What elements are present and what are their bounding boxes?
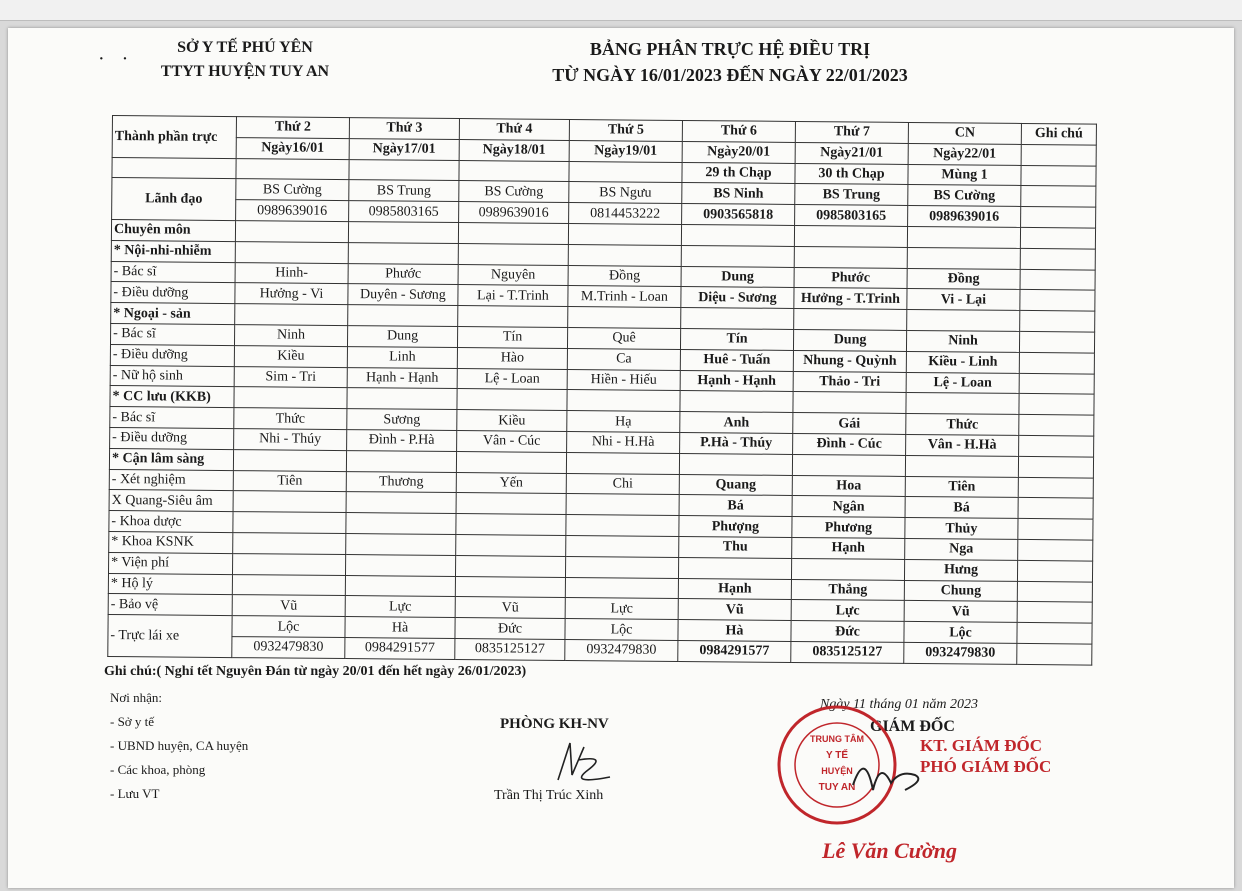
- recipient-item: - Lưu VT: [110, 786, 160, 801]
- note-cell: [1019, 394, 1094, 415]
- driver-name: Lộc: [232, 616, 345, 638]
- duty-cell: [792, 454, 905, 476]
- recipient-item: - UBND huyện, CA huyện: [110, 738, 249, 753]
- deputy-director-title: [920, 735, 1051, 777]
- duty-cell: [680, 391, 793, 413]
- duty-cell: [348, 222, 458, 244]
- duty-cell: Tiên: [905, 476, 1018, 498]
- empty-cell: [459, 160, 569, 182]
- driver-phone: 0984291577: [678, 640, 791, 662]
- org-line-2: TTYT HUYỆN TUY AN: [160, 63, 330, 80]
- leader-name: BS Cường: [459, 181, 569, 203]
- deputy-director-name: Lê Văn Cường: [822, 838, 958, 863]
- duty-cell: Thắng: [791, 579, 904, 601]
- duty-cell: [458, 243, 568, 265]
- duty-cell: Nhi - H.Hà: [567, 431, 680, 453]
- duty-cell: Thức: [906, 414, 1019, 436]
- duty-cell: Sương: [347, 409, 457, 431]
- leader-name: BS Ngưu: [569, 182, 682, 204]
- empty-cell: [349, 159, 459, 181]
- driver-phone: 0984291577: [345, 637, 455, 659]
- driver-name: Hà: [345, 617, 455, 639]
- note-cell: [1018, 519, 1093, 540]
- duty-cell: Hào: [457, 347, 567, 369]
- stamp-text-2: Y TẾ: [825, 750, 849, 761]
- duty-cell: Hạ: [567, 411, 680, 433]
- duty-cell: Thủy: [905, 518, 1018, 540]
- leader-phone: 0989639016: [459, 202, 569, 224]
- duty-cell: Kiều: [457, 410, 567, 432]
- duty-cell: [681, 224, 794, 246]
- duty-cell: [794, 309, 907, 331]
- duty-cell: [346, 450, 456, 472]
- note-cell: [1019, 331, 1094, 352]
- duty-cell: Đình - P.Hà: [347, 430, 457, 452]
- duty-cell: Vũ: [678, 599, 791, 621]
- row-label: - Điều dưỡng: [110, 427, 234, 449]
- duty-cell: [348, 305, 458, 327]
- date-header: Ngày17/01: [349, 138, 459, 160]
- duty-cell: Lệ - Loan: [906, 372, 1019, 394]
- recipients-title: Nơi nhận:: [110, 690, 163, 705]
- kt-line-2: PHÓ GIÁM ĐỐC: [920, 757, 1052, 776]
- duty-cell: Dung: [793, 329, 906, 351]
- stamp-text-4: TUY AN: [818, 782, 856, 793]
- row-label: - Bác sĩ: [110, 323, 234, 345]
- duty-cell: [455, 555, 565, 577]
- title-line-2: TỪ NGÀY 16/01/2023 ĐẾN NGÀY 22/01/2023: [552, 65, 908, 85]
- day-header: Thứ 2: [236, 117, 349, 139]
- duty-cell: Nhi - Thúy: [234, 429, 347, 451]
- note-cell: [1017, 623, 1092, 644]
- driver-phone: 0932479830: [565, 639, 678, 661]
- stamp-text-3: HUYỆN: [821, 766, 853, 776]
- driver-name: Lộc: [565, 619, 678, 641]
- duty-cell: Yến: [456, 472, 566, 494]
- director-title: GIÁM ĐỐC: [870, 718, 955, 735]
- driver-name: Lộc: [904, 622, 1017, 644]
- duty-cell: [794, 246, 907, 268]
- duty-cell: [235, 304, 348, 326]
- duty-cell: Kiều: [234, 345, 347, 367]
- row-label: * Hộ lý: [108, 573, 232, 595]
- lunar-date: 29 th Chạp: [682, 162, 795, 184]
- duty-cell: [235, 241, 348, 263]
- duty-cell: Tín: [457, 326, 567, 348]
- duty-cell: [233, 533, 346, 555]
- note-cell: [1017, 560, 1092, 581]
- duty-cell: Lực: [565, 598, 678, 620]
- duty-cell: [233, 512, 346, 534]
- recipient-item: - Sở y tế: [110, 714, 155, 729]
- date-header: Ngày19/01: [569, 140, 682, 162]
- duty-cell: [566, 452, 679, 474]
- note-cell: [1021, 165, 1096, 186]
- day-header: Thứ 4: [459, 119, 569, 141]
- row-label: - Bác sĩ: [111, 261, 235, 283]
- recipient-item: - Các khoa, phòng: [110, 762, 206, 777]
- note-cell: [1020, 290, 1095, 311]
- duty-cell: [567, 390, 680, 412]
- row-label: - Điều dưỡng: [111, 282, 235, 304]
- driver-phone: 0835125127: [791, 641, 904, 663]
- duty-cell: [568, 244, 681, 266]
- row-label: - Bảo vệ: [108, 594, 232, 616]
- leader-name: BS Ninh: [682, 183, 795, 205]
- note-cell: [1020, 248, 1095, 269]
- duty-cell: [568, 223, 681, 245]
- duty-cell: Hạnh: [792, 537, 905, 559]
- window-top-strip: [0, 0, 1242, 21]
- duty-cell: Thương: [346, 471, 456, 493]
- duty-cell: Phương: [792, 517, 905, 539]
- duty-cell: Lệ - Loan: [457, 368, 567, 390]
- note-cell: [1019, 373, 1094, 394]
- note-cell: [1020, 227, 1095, 248]
- duty-cell: Vũ: [904, 601, 1017, 623]
- duty-cell: [678, 557, 791, 579]
- empty-cell: [236, 158, 349, 180]
- duty-cell: [907, 310, 1020, 332]
- note-cell: [1017, 643, 1092, 664]
- duty-cell: Lực: [345, 596, 455, 618]
- leader-phone: 0985803165: [795, 205, 908, 227]
- duty-cell: Nhung - Quỳnh: [793, 350, 906, 372]
- duty-cell: [458, 306, 568, 328]
- row-label: * Cận lâm sàng: [109, 448, 233, 470]
- duty-cell: Hạnh - Hạnh: [680, 370, 793, 392]
- duty-cell: P.Hà - Thúy: [680, 432, 793, 454]
- org-line-1: SỞ Y TẾ PHÚ YÊN: [177, 39, 313, 56]
- driver-name: Đức: [791, 621, 904, 643]
- duty-cell: Thu: [679, 536, 792, 558]
- date-line: Ngày 11 tháng 01 năm 2023: [820, 697, 979, 712]
- duty-cell: [456, 493, 566, 515]
- duty-cell: [233, 491, 346, 513]
- duty-cell: Lại - T.Trinh: [458, 285, 568, 307]
- duty-cell: Hiền - Hiếu: [567, 369, 680, 391]
- duty-cell: Vân - Cúc: [457, 430, 567, 452]
- driver-phone: 0932479830: [904, 642, 1017, 664]
- note-cell: [1021, 186, 1096, 207]
- department-title: PHÒNG KH-NV: [500, 716, 609, 732]
- duty-cell: [232, 574, 345, 596]
- leader-name: BS Trung: [349, 180, 459, 202]
- duty-cell: Ngân: [792, 496, 905, 518]
- organization-header: [130, 36, 360, 84]
- row-label: - Khoa dược: [109, 511, 233, 533]
- duty-cell: Hoa: [792, 475, 905, 497]
- day-header: CN: [908, 122, 1021, 144]
- date-header: Ngày20/01: [682, 141, 795, 163]
- driver-name: Đức: [455, 618, 565, 640]
- duty-cell: [345, 575, 455, 597]
- duty-cell: Hinh-: [235, 262, 348, 284]
- duty-cell: [346, 513, 456, 535]
- driver-label: - Trực lái xe: [108, 615, 232, 658]
- duty-cell: Nguyên: [458, 264, 568, 286]
- duty-cell: [232, 553, 345, 575]
- duty-cell: [456, 451, 566, 473]
- date-header: Ngày18/01: [459, 139, 569, 161]
- duty-cell: Phước: [348, 263, 458, 285]
- row-label: * Khoa KSNK: [109, 531, 233, 553]
- duty-cell: Dung: [347, 326, 457, 348]
- note-cell: [1020, 311, 1095, 332]
- holiday-note: Ghi chú:( Nghỉ tết Nguyên Đán từ ngày 20/01 đến hết ngày 26/01/2023): [104, 664, 527, 679]
- duty-cell: Hưng: [904, 559, 1017, 581]
- duty-cell: [456, 514, 566, 536]
- duty-cell: Vi - Lại: [907, 289, 1020, 311]
- duty-cell: Huê - Tuấn: [680, 349, 793, 371]
- row-label: * Nội-nhi-nhiễm: [111, 240, 235, 262]
- lunar-date: 30 th Chạp: [795, 163, 908, 185]
- duty-cell: Diệu - Sương: [681, 287, 794, 309]
- duty-cell: [681, 245, 794, 267]
- note-cell: [1019, 435, 1094, 456]
- duty-cell: Gái: [793, 413, 906, 435]
- row-label: * Ngoại - sản: [111, 303, 235, 325]
- driver-phone: 0835125127: [455, 638, 565, 660]
- empty-cell: [569, 161, 682, 183]
- duty-cell: [566, 515, 679, 537]
- duty-cell: Chi: [566, 473, 679, 495]
- corner-label: Thành phần trực: [112, 116, 236, 159]
- duty-cell: [565, 556, 678, 578]
- leader-name: BS Cường: [236, 179, 349, 201]
- duty-cell: [907, 226, 1020, 248]
- duty-cell: [345, 554, 455, 576]
- duty-cell: [679, 453, 792, 475]
- duty-cell: [566, 494, 679, 516]
- duty-cell: [905, 455, 1018, 477]
- leader-name: BS Trung: [795, 184, 908, 206]
- duty-cell: [566, 535, 679, 557]
- duty-cell: Bá: [679, 495, 792, 517]
- duty-cell: [906, 393, 1019, 415]
- duty-cell: Quê: [567, 327, 680, 349]
- title-line-1: BẢNG PHÂN TRỰC HỆ ĐIỀU TRỊ: [589, 39, 871, 59]
- duty-cell: Duyên - Sương: [348, 284, 458, 306]
- note-cell: [1017, 602, 1092, 623]
- duty-cell: [791, 558, 904, 580]
- duty-cell: Thức: [234, 408, 347, 430]
- scan-dots: · ·: [98, 48, 135, 70]
- row-label: - Bác sĩ: [110, 407, 234, 429]
- duty-cell: Tín: [680, 328, 793, 350]
- leader-label: Lãnh đạo: [112, 178, 236, 221]
- duty-cell: Sim - Tri: [234, 366, 347, 388]
- note-cell: [1018, 456, 1093, 477]
- date-header: Ngày21/01: [795, 142, 908, 164]
- duty-cell: Hạnh - Hạnh: [347, 367, 457, 389]
- duty-cell: Vân - H.Hà: [906, 434, 1019, 456]
- duty-cell: Chung: [904, 580, 1017, 602]
- duty-cell: Hạnh: [678, 578, 791, 600]
- duty-cell: [348, 242, 458, 264]
- duty-cell: [346, 533, 456, 555]
- duty-cell: [455, 576, 565, 598]
- duty-cell: Phượng: [679, 516, 792, 538]
- row-label: * Viện phí: [109, 552, 233, 574]
- duty-cell: [568, 307, 681, 329]
- row-label: * CC lưu (KKB): [110, 386, 234, 408]
- note-cell: [1017, 581, 1092, 602]
- duty-cell: Đồng: [907, 268, 1020, 290]
- duty-cell: Nga: [905, 538, 1018, 560]
- duty-cell: Hưởng - Vi: [235, 283, 348, 305]
- note-cell: [1021, 144, 1096, 165]
- day-header: Thứ 6: [682, 120, 795, 142]
- signer-name: Trần Thị Trúc Xinh: [494, 788, 604, 803]
- note-cell: [1019, 352, 1094, 373]
- note-cell: [1021, 207, 1096, 228]
- duty-cell: Đình - Cúc: [793, 433, 906, 455]
- document-title: [470, 36, 990, 88]
- duty-cell: [234, 387, 347, 409]
- day-header: Thứ 3: [349, 118, 459, 140]
- row-label: - Nữ hộ sinh: [110, 365, 234, 387]
- leader-phone: 0903565818: [682, 204, 795, 226]
- duty-cell: Lực: [791, 600, 904, 622]
- duty-cell: Linh: [347, 346, 457, 368]
- date-header: Ngày16/01: [236, 137, 349, 159]
- stamp-text-1: TRUNG TÂM: [810, 734, 864, 744]
- leader-phone: 0989639016: [908, 206, 1021, 228]
- duty-cell: [907, 247, 1020, 269]
- duty-roster-table: [107, 115, 1097, 665]
- kt-line-1: KT. GIÁM ĐỐC: [920, 736, 1042, 755]
- duty-cell: Dung: [681, 266, 794, 288]
- duty-cell: Đồng: [568, 265, 681, 287]
- recipients-block: [110, 686, 248, 806]
- duty-cell: Vũ: [232, 595, 345, 617]
- driver-phone: 0932479830: [232, 636, 345, 658]
- duty-cell: Kiều - Linh: [906, 351, 1019, 373]
- duty-cell: [347, 388, 457, 410]
- duty-cell: [681, 308, 794, 330]
- signature-scribble: [548, 735, 618, 790]
- duty-cell: M.Trinh - Loan: [568, 286, 681, 308]
- duty-cell: Ca: [567, 348, 680, 370]
- note-cell: [1018, 498, 1093, 519]
- duty-cell: [457, 389, 567, 411]
- label-cell: [112, 157, 236, 179]
- note-cell: [1020, 269, 1095, 290]
- note-cell: [1018, 477, 1093, 498]
- duty-cell: Anh: [680, 412, 793, 434]
- row-label: - Xét nghiệm: [109, 469, 233, 491]
- leader-phone: 0989639016: [236, 200, 349, 222]
- duty-cell: Bá: [905, 497, 1018, 519]
- duty-cell: [458, 223, 568, 245]
- duty-cell: Ninh: [234, 325, 347, 347]
- duty-cell: Vũ: [455, 597, 565, 619]
- duty-cell: [565, 577, 678, 599]
- row-label: - Điều dưỡng: [110, 344, 234, 366]
- duty-cell: [456, 534, 566, 556]
- note-cell: [1019, 415, 1094, 436]
- duty-cell: Tiên: [233, 470, 346, 492]
- day-header: Thứ 5: [569, 119, 682, 141]
- duty-cell: Hưởng - T.Trinh: [794, 288, 907, 310]
- duty-cell: [233, 449, 346, 471]
- duty-cell: Quang: [679, 474, 792, 496]
- note-cell: [1018, 539, 1093, 560]
- driver-name: Hà: [678, 620, 791, 642]
- leader-name: BS Cường: [908, 185, 1021, 207]
- duty-cell: Ninh: [906, 330, 1019, 352]
- row-label: Chuyên môn: [111, 219, 235, 241]
- duty-cell: [346, 492, 456, 514]
- duty-cell: [235, 221, 348, 243]
- duty-cell: [793, 392, 906, 414]
- date-header: Ngày22/01: [908, 143, 1021, 165]
- duty-cell: [794, 225, 907, 247]
- duty-cell: Thảo - Tri: [793, 371, 906, 393]
- row-label: X Quang-Siêu âm: [109, 490, 233, 512]
- lunar-date: Mùng 1: [908, 164, 1021, 186]
- duty-cell: Phước: [794, 267, 907, 289]
- note-header: Ghi chú: [1021, 123, 1096, 144]
- day-header: Thứ 7: [795, 121, 908, 143]
- leader-phone: 0985803165: [349, 201, 459, 223]
- leader-phone: 0814453222: [569, 203, 682, 225]
